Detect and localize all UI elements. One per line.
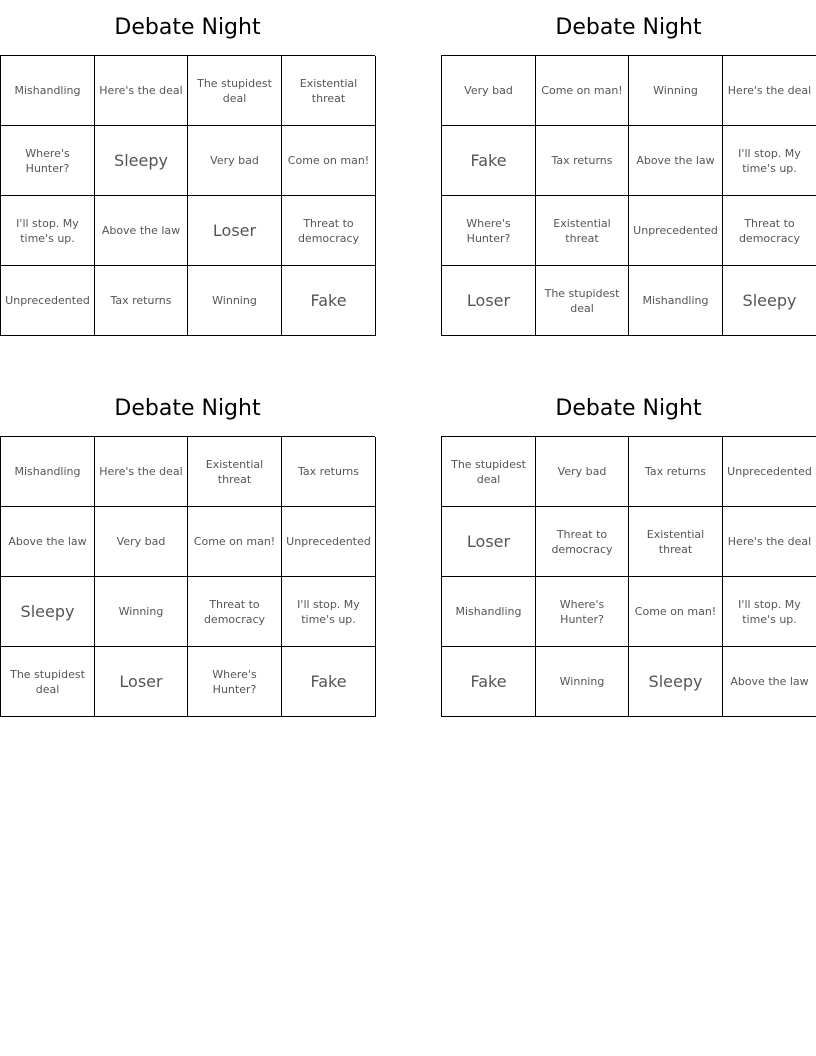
bingo-cell: Where's Hunter? xyxy=(1,126,95,196)
bingo-cell: Tax returns xyxy=(282,437,376,507)
bingo-cell: Threat to democracy xyxy=(723,196,816,266)
bingo-cell: Come on man! xyxy=(188,507,282,577)
bingo-cell: Above the law xyxy=(629,126,723,196)
bingo-cell: Existential threat xyxy=(282,56,376,126)
bingo-grid xyxy=(441,55,816,336)
bingo-card-3 xyxy=(0,381,375,717)
bingo-cell: Where's Hunter? xyxy=(442,196,536,266)
bingo-cell: Mishandling xyxy=(1,437,95,507)
bingo-cell: Threat to democracy xyxy=(282,196,376,266)
card-title: Debate Night xyxy=(114,396,261,421)
bingo-cell: The stupidest deal xyxy=(442,437,536,507)
bingo-cell: Unprecedented xyxy=(723,437,816,507)
bingo-cell: Existential threat xyxy=(629,507,723,577)
bingo-cell: Winning xyxy=(188,266,282,336)
bingo-cell: Here's the deal xyxy=(723,507,816,577)
bingo-cell: I'll stop. My time's up. xyxy=(723,577,816,647)
bingo-cell: Fake xyxy=(282,647,376,717)
bingo-cell: Unprecedented xyxy=(1,266,95,336)
bingo-cell: Where's Hunter? xyxy=(188,647,282,717)
bingo-cell: The stupidest deal xyxy=(1,647,95,717)
bingo-cell: Here's the deal xyxy=(723,56,816,126)
bingo-cell: Mishandling xyxy=(629,266,723,336)
bingo-cell: Unprecedented xyxy=(629,196,723,266)
bingo-cell: The stupidest deal xyxy=(188,56,282,126)
bingo-cell: Sleepy xyxy=(1,577,95,647)
bingo-cell: Here's the deal xyxy=(95,56,188,126)
bingo-grid xyxy=(0,55,375,336)
bingo-cell: Tax returns xyxy=(536,126,629,196)
bingo-card-4 xyxy=(441,381,816,717)
bingo-cell: The stupidest deal xyxy=(536,266,629,336)
bingo-cell: Winning xyxy=(536,647,629,717)
card-title: Debate Night xyxy=(555,15,702,40)
bingo-cell: Very bad xyxy=(188,126,282,196)
bingo-grid xyxy=(0,436,375,717)
bingo-cell: I'll stop. My time's up. xyxy=(282,577,376,647)
bingo-cell: Come on man! xyxy=(536,56,629,126)
card-title: Debate Night xyxy=(555,396,702,421)
bingo-cell: Unprecedented xyxy=(282,507,376,577)
bingo-cell: Winning xyxy=(629,56,723,126)
bingo-cell: Here's the deal xyxy=(95,437,188,507)
bingo-card-1 xyxy=(0,0,375,336)
bingo-cell: Tax returns xyxy=(629,437,723,507)
bingo-cell: Loser xyxy=(188,196,282,266)
bingo-cell: Sleepy xyxy=(723,266,816,336)
bingo-cell: Threat to democracy xyxy=(188,577,282,647)
bingo-cell: Fake xyxy=(442,647,536,717)
bingo-cell: Fake xyxy=(442,126,536,196)
bingo-cell: Loser xyxy=(442,266,536,336)
bingo-cell: Tax returns xyxy=(95,266,188,336)
bingo-cell: Winning xyxy=(95,577,188,647)
bingo-cell: Mishandling xyxy=(442,577,536,647)
bingo-cell: Fake xyxy=(282,266,376,336)
card-title: Debate Night xyxy=(114,15,261,40)
bingo-cell: Sleepy xyxy=(629,647,723,717)
bingo-cell: Above the law xyxy=(95,196,188,266)
bingo-cell: Very bad xyxy=(95,507,188,577)
bingo-cell: Existential threat xyxy=(536,196,629,266)
bingo-cell: I'll stop. My time's up. xyxy=(1,196,95,266)
bingo-cell: Loser xyxy=(95,647,188,717)
bingo-cell: Mishandling xyxy=(1,56,95,126)
bingo-cell: Very bad xyxy=(442,56,536,126)
bingo-cell: I'll stop. My time's up. xyxy=(723,126,816,196)
bingo-card-2 xyxy=(441,0,816,336)
bingo-cell: Above the law xyxy=(723,647,816,717)
bingo-grid xyxy=(441,436,816,717)
bingo-cell: Above the law xyxy=(1,507,95,577)
bingo-cell: Come on man! xyxy=(282,126,376,196)
bingo-cell: Come on man! xyxy=(629,577,723,647)
bingo-cell: Very bad xyxy=(536,437,629,507)
bingo-cell: Existential threat xyxy=(188,437,282,507)
bingo-cell: Sleepy xyxy=(95,126,188,196)
bingo-cell: Threat to democracy xyxy=(536,507,629,577)
bingo-cell: Where's Hunter? xyxy=(536,577,629,647)
bingo-cell: Loser xyxy=(442,507,536,577)
